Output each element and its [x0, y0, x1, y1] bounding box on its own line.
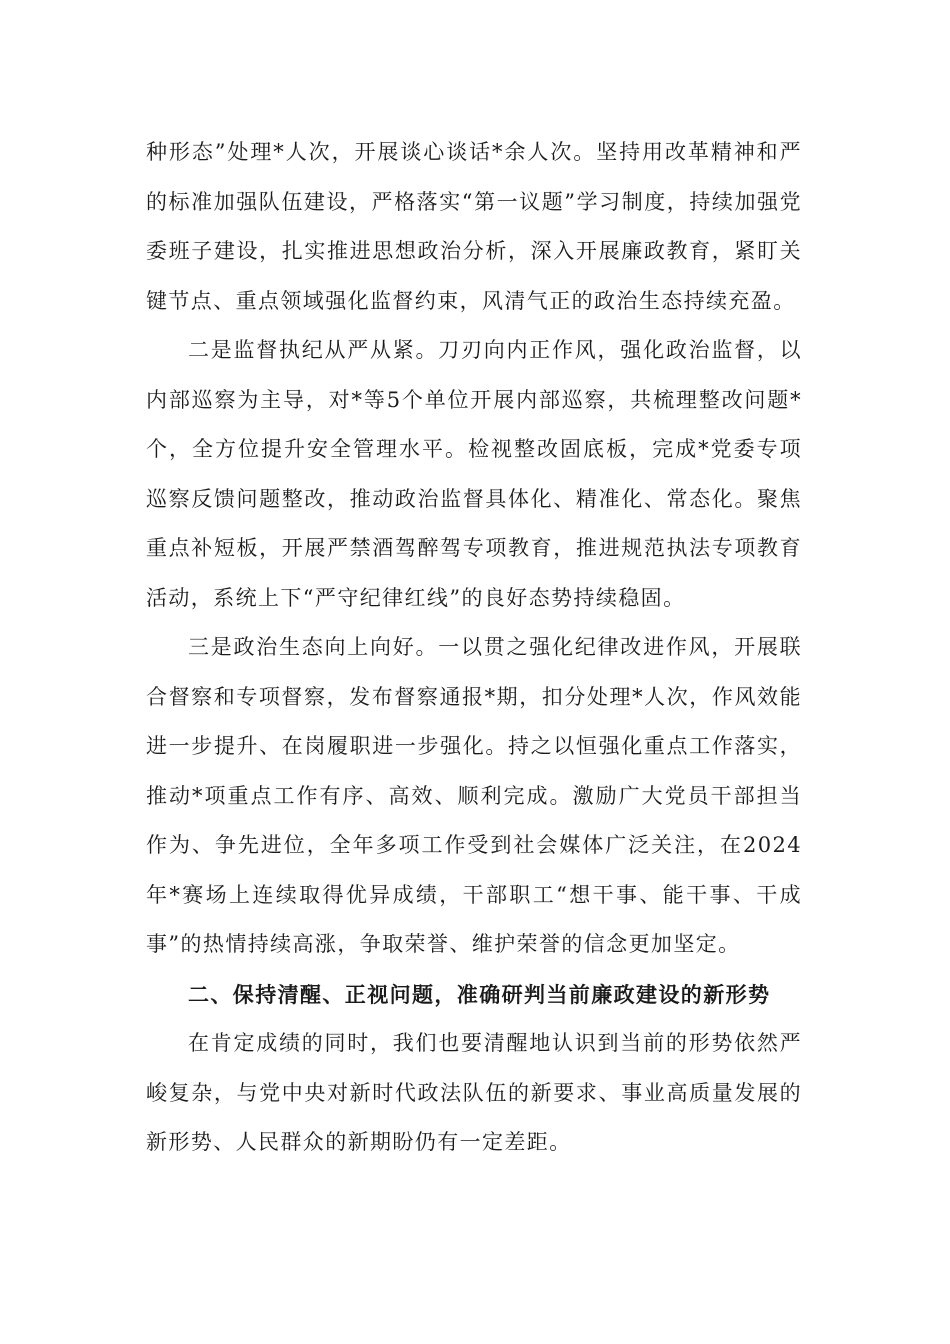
paragraph-supervision: 二是监督执纪从严从紧。刀刃向内正作风，强化政治监督，以内部巡察为主导，对*等5个单位开展内部巡察，共梳理整改问题*个，全方位提升安全管理水平。检视整改固底板，完成*党委专项巡察反馈问题整改，推动政治监督具体化、精准化、常态化。聚焦重点补短板，开展严禁酒驾醉驾专项教育，推进规范执法专项教育活动，系统上下“严守纪律红线”的良好态势持续稳固。 [146, 338, 802, 610]
section-heading: 二、保持清醒、正视问题，准确研判当前廉政建设的新形势 [188, 981, 771, 1007]
paragraph-continuation: 种形态”处理*人次，开展谈心谈话*余人次。坚持用改革精神和严的标准加强队伍建设，严格落实“第一议题”学习制度，持续加强党委班子建设，扎实推进思想政治分析，深入开展廉政教育，紧盯关键节点、重点领域强化监督约束，风清气正的政治生态持续充盈。 [146, 140, 802, 313]
paragraph-situation: 在肯定成绩的同时，我们也要清醒地认识到当前的形势依然严峻复杂，与党中央对新时代政法队伍的新要求、事业高质量发展的新形势、人民群众的新期盼仍有一定差距。 [146, 1031, 802, 1154]
paragraph-political-ecology: 三是政治生态向上向好。一以贯之强化纪律改进作风，开展联合督察和专项督察，发布督察通报*期，扣分处理*人次，作风效能进一步提升、在岗履职进一步强化。持之以恒强化重点工作落实，推动*项重点工作有序、高效、顺利完成。激励广大党员干部担当作为、争先进位，全年多项工作受到社会媒体广泛关注，在2024年*赛场上连续取得优异成绩，干部职工“想干事、能干事、干成事”的热情持续高涨，争取荣誉、维护荣誉的信念更加坚定。 [146, 635, 802, 956]
document-body [146, 128, 802, 1168]
